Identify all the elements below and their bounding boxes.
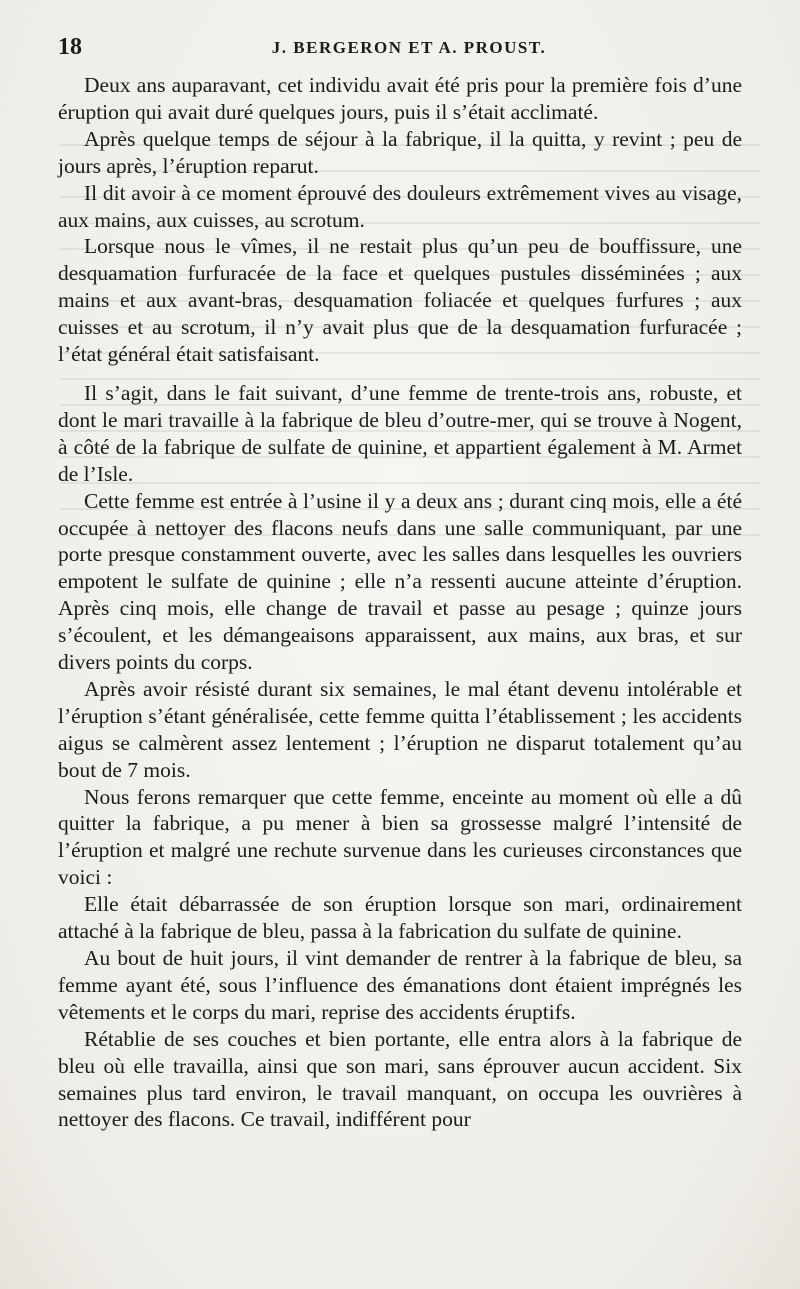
- page-number: 18: [58, 34, 82, 60]
- page-header: [58, 34, 760, 64]
- paragraph: Après quelque temps de séjour à la fabrique, il la quitta, y revint ; peu de jours après, l’éruption reparut.: [58, 126, 742, 178]
- paragraph: Cette femme est entrée à l’usine il y a deux ans ; durant cinq mois, elle a été occupée à nettoyer des flacons neufs dans une salle communiquant, par une porte presque constamment ouverte, avec les salles dans lesquelles les ouvriers empotent le sulfate de quinine ; elle n’a ressenti aucune atteinte d’éruption. Après cinq mois, elle change de travail et passe au pesage ; quinze jours s’écoulent, et les démangeaisons apparaissent, aux mains, aux bras, et sur divers points du corps.: [58, 488, 742, 675]
- paragraph: Il dit avoir à ce moment éprouvé des douleurs extrêmement vives au visage, aux mains, aux cuisses, au scrotum.: [58, 180, 742, 232]
- paragraph: Au bout de huit jours, il vint demander de rentrer à la fabrique de bleu, sa femme ayant été, sous l’influence des émanations dont étaient imprégnés les vêtements et le corps du mari, reprise des accidents éruptifs.: [58, 946, 742, 1024]
- body-text: [58, 72, 742, 1133]
- paragraph: Rétablie de ses couches et bien portante, elle entra alors à la fabrique de bleu où elle travailla, ainsi que son mari, sans éprouver aucun accident. Six semaines plus tard environ, le travail manquant, on occupa les ouvrières à nettoyer des flacons. Ce travail, indifférent pour: [58, 1026, 742, 1132]
- paragraph: Elle était débarrassée de son éruption lorsque son mari, ordinairement attaché à la fabrique de bleu, passa à la fabrication du sulfate de quinine.: [58, 892, 742, 944]
- paragraph: Nous ferons remarquer que cette femme, enceinte au moment où elle a dû quitter la fabrique, a pu mener à bien sa grossesse malgré l’intensité de l’éruption et malgré une rechute survenue dans les curieuses circonstances que voici :: [58, 784, 742, 890]
- paragraph: Il s’agit, dans le fait suivant, d’une femme de trente-trois ans, robuste, et dont le mari travaille à la fabrique de bleu d’outre-mer, qui se trouve à Nogent, à côté de la fabrique de sulfate de quinine, et appartient également à M. Armet de l’Isle.: [58, 380, 742, 486]
- paragraph: Deux ans auparavant, cet individu avait été pris pour la première fois d’une éruption qui avait duré quelques jours, puis il s’était acclimaté.: [58, 73, 742, 124]
- running-head: J. BERGERON ET A. PROUST.: [271, 38, 547, 57]
- paragraph: Après avoir résisté durant six semaines, le mal étant devenu intolérable et l’éruption s’étant généralisée, cette femme quitta l’établissement ; les accidents aigus se calmèrent assez lentement ; l’éruption ne disparut totalement qu’au bout de 7 mois.: [58, 676, 742, 782]
- paragraph: Lorsque nous le vîmes, il ne restait plus qu’un peu de bouffissure, une desquamation furfuracée de la face et quelques pustules disséminées ; aux mains et aux avant-bras, desquamation foliacée et quelques furfures ; aux cuisses et au scrotum, il n’y avait plus que de la desquamation furfuracée ; l’état général était satisfaisant.: [58, 234, 742, 367]
